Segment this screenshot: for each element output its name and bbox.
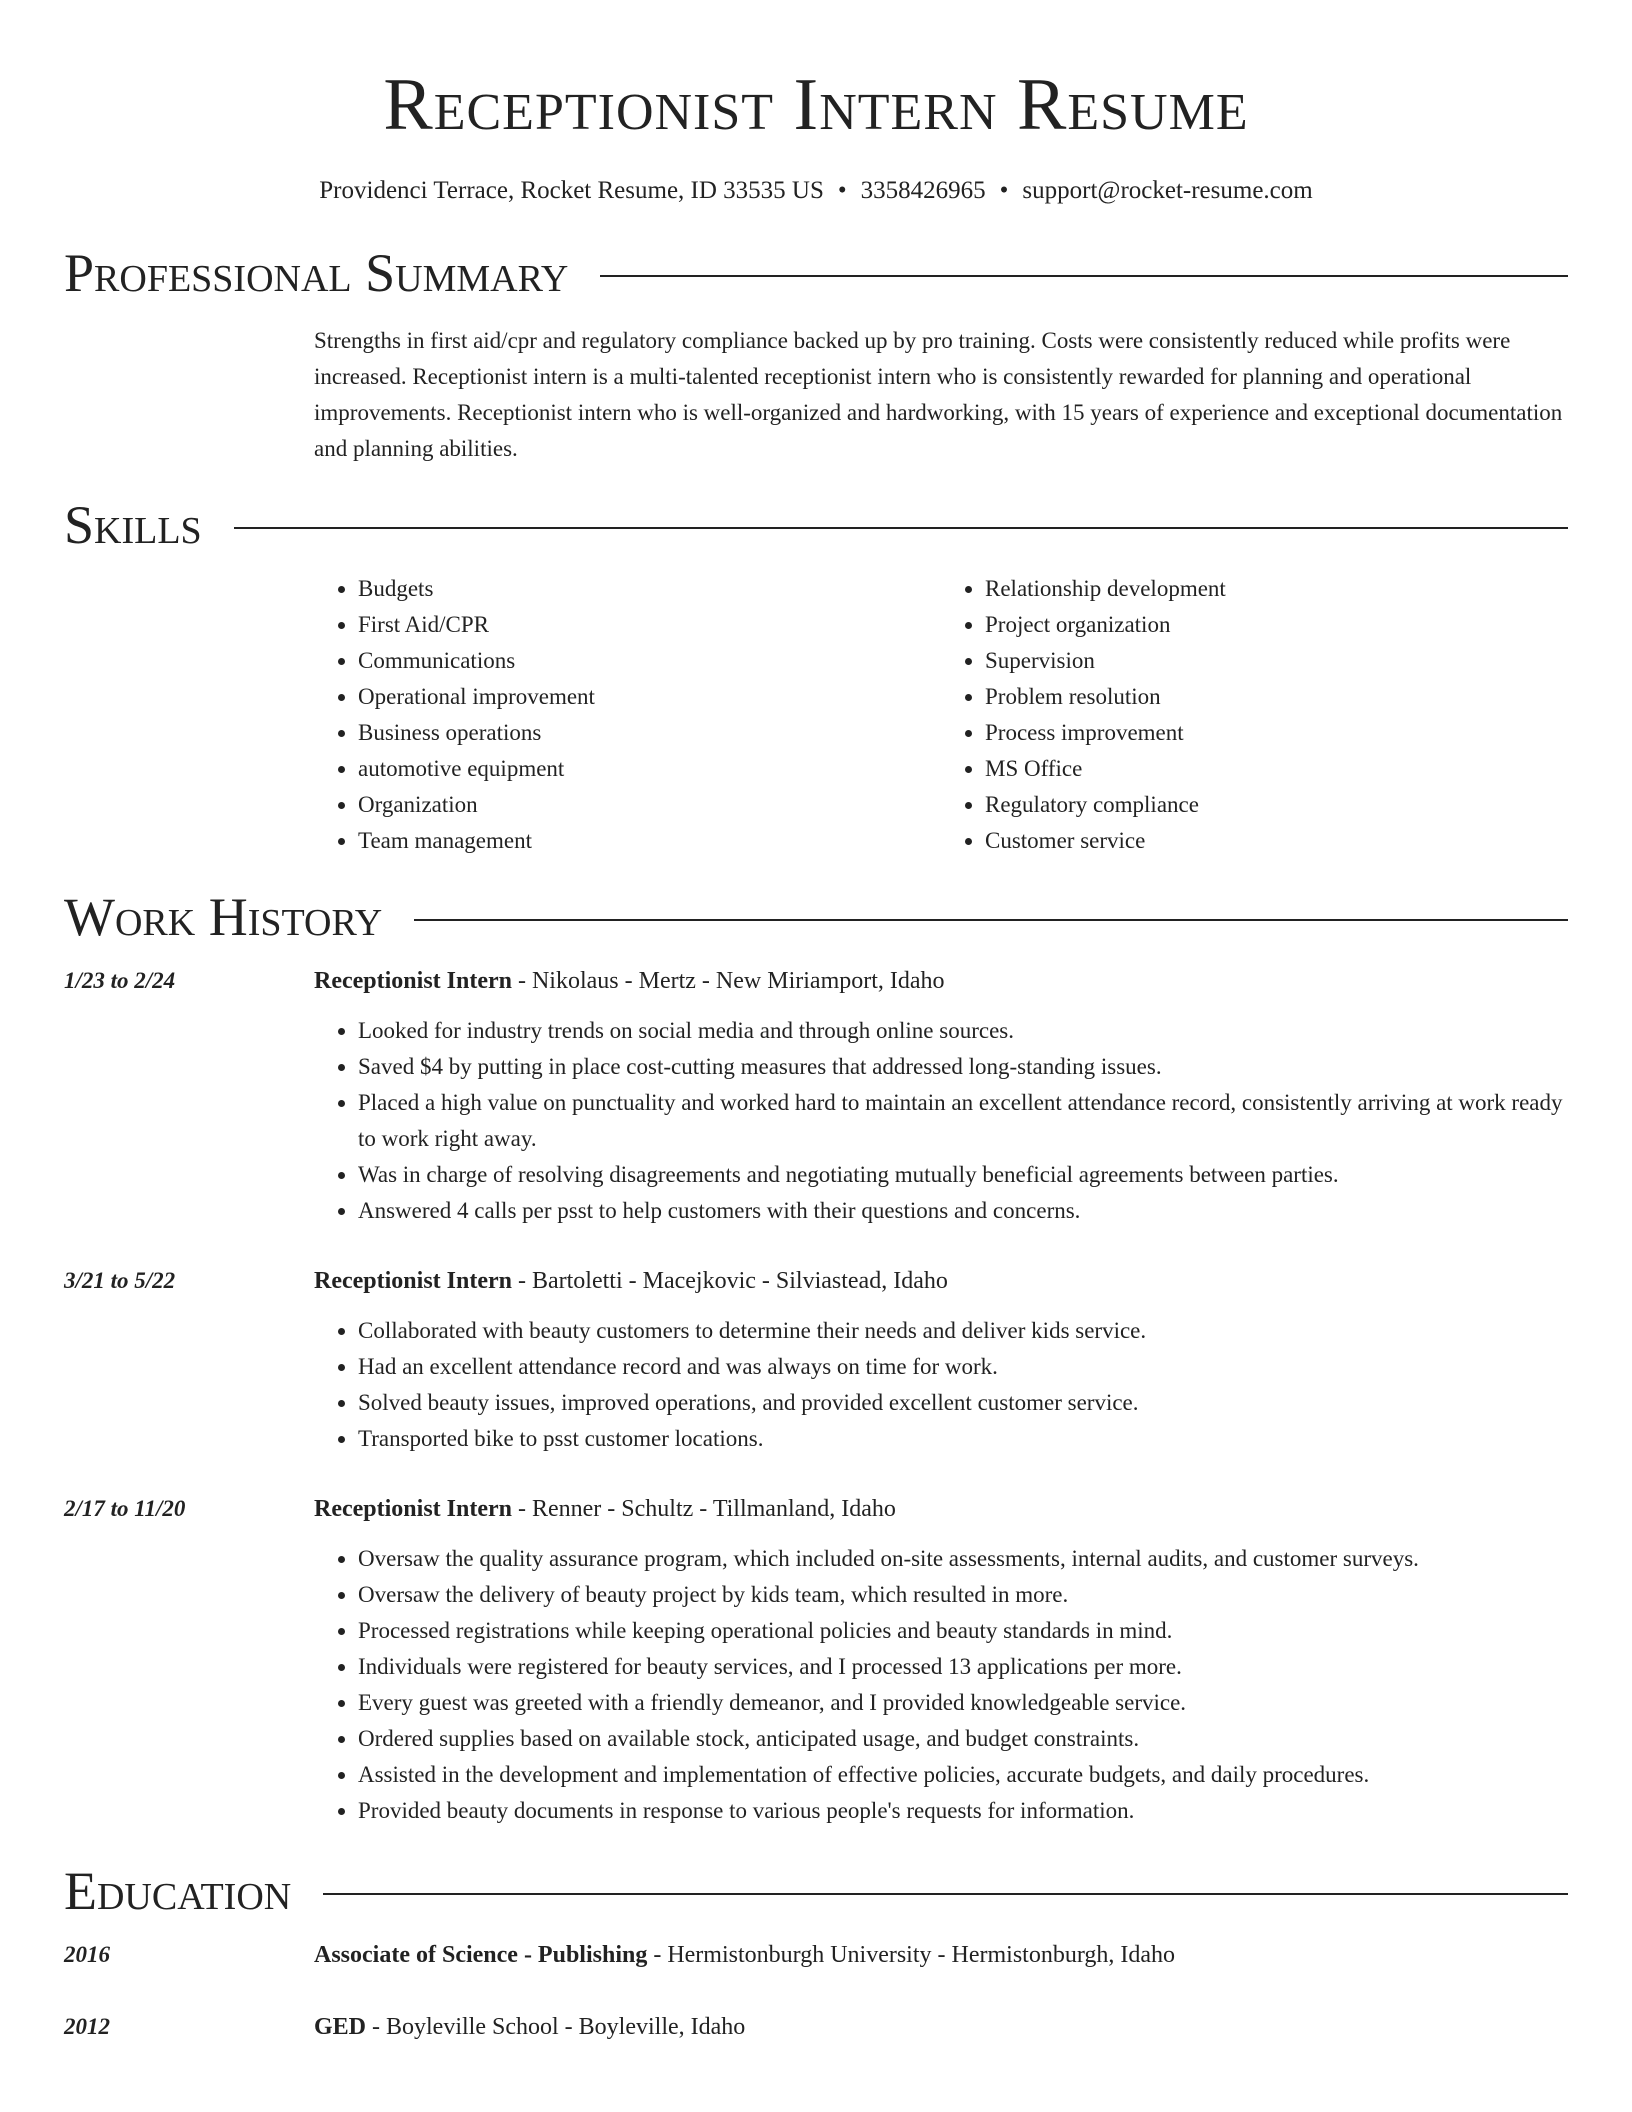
job-bullets [314,1313,1568,1457]
job-entry [64,1263,1568,1457]
summary-heading: Professional Summary [64,243,569,303]
section-divider [414,919,1568,921]
skill-item: • Team management [358,823,941,859]
skills-column-left [314,571,941,859]
skill-item: • Process improvement [985,715,1568,751]
job-date: 1/23 to 2/24 [64,968,176,993]
skill-item: • Operational improvement [358,679,941,715]
section-divider [234,527,1568,529]
job-bullets [314,1013,1568,1229]
education-entry [64,1937,1568,1973]
work-heading: Work History [64,887,383,947]
skill-item: • Business operations [358,715,941,751]
job-title: Receptionist Intern [314,1496,512,1522]
job-bullet: • Placed a high value on punctuality and worked hard to maintain an excellent attendance record, consistently arriving at work ready to work right away. [358,1085,1568,1157]
job-date: 2/17 to 11/20 [64,1496,186,1521]
education-date: 2012 [64,2014,110,2039]
job-bullet: • Solved beauty issues, improved operations, and provided excellent customer service. [358,1385,1568,1421]
resume-title: Receptionist Intern Resume [383,64,1249,146]
skill-item: • Budgets [358,571,941,607]
skill-item: • automotive equipment [358,751,941,787]
summary-section-heading [64,241,1568,305]
job-employer: - Renner - Schultz - Tillmanland, Idaho [511,1496,896,1522]
job-bullet: • Oversaw the quality assurance program, which included on-site assessments, internal audits, and customer surveys. [358,1541,1568,1577]
skill-item: • Communications [358,643,941,679]
skill-item: • Relationship development [985,571,1568,607]
job-bullet: • Collaborated with beauty customers to determine their needs and deliver kids service. [358,1313,1568,1349]
education-heading: Education [64,1861,292,1921]
job-bullet: • Transported bike to psst customer locations. [358,1421,1568,1457]
contact-phone: 3358426965 [860,177,986,204]
job-bullet: • Oversaw the delivery of beauty project by kids team, which resulted in more. [358,1577,1568,1613]
skill-item: • Project organization [985,607,1568,643]
job-bullet: • Provided beauty documents in response to various people's requests for information. [358,1793,1568,1829]
skills-section-heading [64,493,1568,557]
contact-email: support@rocket-resume.com [1022,177,1313,204]
job-title: Receptionist Intern [314,1268,512,1294]
job-employer: - Nikolaus - Mertz - New Miriamport, Idaho [511,968,945,994]
job-bullet: • Processed registrations while keeping operational policies and beauty standards in mind. [358,1613,1568,1649]
job-bullets [314,1541,1568,1829]
skill-item: • MS Office [985,751,1568,787]
job-bullet: • Answered 4 calls per psst to help customers with their questions and concerns. [358,1193,1568,1229]
education-degree: Associate of Science - Publishing [314,1942,648,1968]
skill-item: • First Aid/CPR [358,607,941,643]
skill-item: • Problem resolution [985,679,1568,715]
skill-item: • Regulatory compliance [985,787,1568,823]
job-title-line [314,1491,1568,1527]
education-section-heading [64,1859,1568,1923]
job-bullet: • Saved $4 by putting in place cost-cutting measures that addressed long-standing issues. [358,1049,1568,1085]
job-bullet: • Was in charge of resolving disagreements and negotiating mutually beneficial agreements between parties. [358,1157,1568,1193]
education-school: - Hermistonburgh University - Hermistonburgh, Idaho [647,1942,1176,1968]
job-bullet: • Individuals were registered for beauty services, and I processed 13 applications per more. [358,1649,1568,1685]
skill-item: • Organization [358,787,941,823]
contact-address: Providenci Terrace, Rocket Resume, ID 33535 US [319,177,824,204]
job-title: Receptionist Intern [314,968,512,994]
education-detail [314,2009,745,2045]
job-title-line [314,963,1568,999]
job-entry [64,1491,1568,1829]
work-section-heading [64,885,1568,949]
skills-column-right [941,571,1568,859]
job-bullet: • Ordered supplies based on available stock, anticipated usage, and budget constraints. [358,1721,1568,1757]
job-bullet: • Looked for industry trends on social media and through online sources. [358,1013,1568,1049]
education-degree: GED [314,2014,367,2040]
contact-separator: • [999,177,1009,204]
education-detail [314,1937,1175,1973]
contact-line [64,174,1568,208]
skill-item: • Supervision [985,643,1568,679]
skills-list [314,571,1568,859]
education-school: - Boyleville School - Boyleville, Idaho [366,2014,746,2040]
job-bullet: • Had an excellent attendance record and was always on time for work. [358,1349,1568,1385]
job-entry [64,963,1568,1229]
skill-item: • Customer service [985,823,1568,859]
summary-text: Strengths in first aid/cpr and regulatory compliance backed up by pro training. Costs were consistently reduced while profits were increased. Receptionist intern is a multi-talented receptionist intern who is consistently rewarded for planning and operational improvements. Receptionist intern who is well-organized and hardworking, with 15 years of experience and exceptional documentation and planning abilities. [314,328,1563,461]
job-title-line [314,1263,1568,1299]
job-employer: - Bartoletti - Macejkovic - Silviastead, Idaho [511,1268,948,1294]
education-entry [64,2009,1568,2045]
education-date: 2016 [64,1942,110,1967]
job-bullet: • Every guest was greeted with a friendly demeanor, and I provided knowledgeable service. [358,1685,1568,1721]
section-divider [323,1893,1568,1895]
contact-separator: • [837,177,847,204]
skills-heading: Skills [64,495,202,555]
section-divider [600,275,1568,277]
job-bullet: • Assisted in the development and implementation of effective policies, accurate budgets, and daily procedures. [358,1757,1568,1793]
job-date: 3/21 to 5/22 [64,1268,176,1293]
